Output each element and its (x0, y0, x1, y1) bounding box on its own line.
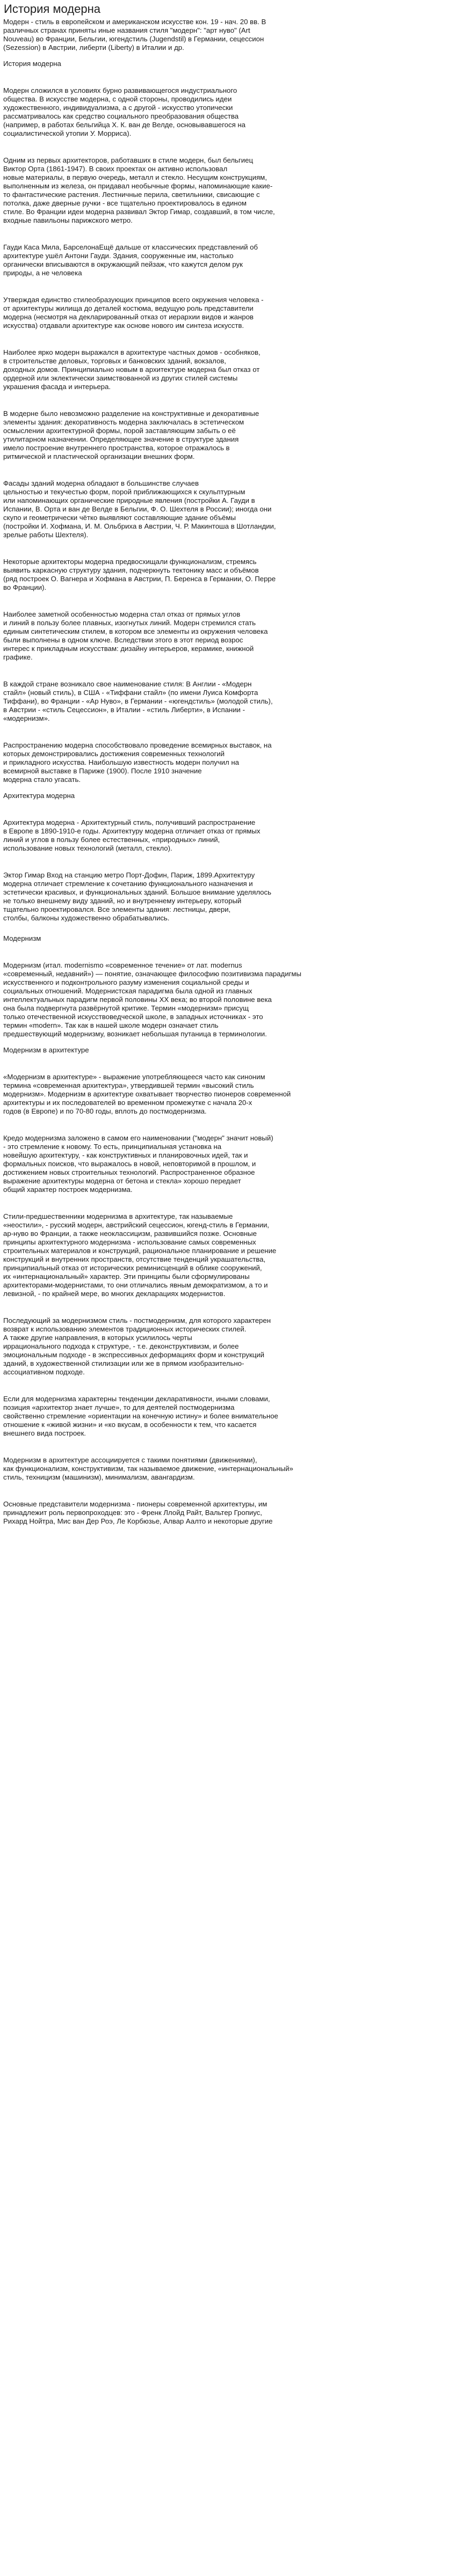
spacer (3, 1116, 452, 1134)
article-body (3, 18, 452, 1526)
spacer (3, 1055, 452, 1073)
spacer (3, 1482, 452, 1500)
spacer (3, 1438, 452, 1456)
paragraph: «Модернизм в архитектуре» - выражение употребляющееся часто как синоним термина «современная архитектура», утвердившей термин «высокий стиль модернизм». Модернизм в архитектуре охватывает творчество пионеров современной архитектуры и их последователей во временном промежутке с начала 20-х годов (в Европе) и по 70-80 годы, вплоть до постмодернизма. (3, 1073, 291, 1115)
spacer (3, 225, 452, 243)
spacer (3, 723, 452, 741)
spacer (3, 662, 452, 680)
spacer (3, 800, 452, 818)
paragraph: Если для модернизма характерны тенденции декларативности, иными словами, позиция «архитектор знает лучше», то для деятелей постмодернизма свойственно стремление «ориентации на конечную истину» и более внимательное отношение к «живой жизни» и «ко вкусам, в особенности к тем, что касается внешнего вида построек. (3, 1395, 278, 1437)
paragraph: Модерн - стиль в европейском и американском искусстве кон. 19 - нач. 20 вв. В различных странах приняты иные названия стиля "модерн": "арт нуво" (Art Nouveau) во Франции, Бельгии, югендстиль (Jugendstil) в Германии, сецессион (Sezession) в Австрии, либерти (Liberty) в Италии и др. (3, 18, 266, 52)
section-heading: История модерна (3, 60, 61, 68)
paragraph: Утверждая единство стилеобразующих принципов всего окружения человека - от архитектуры жилища до деталей костюма, ведущую роль представители модерна (несмотря на декларированный отказ от иерархии видов и жанров искусства) отдавали архитектуре как основе нового им синтеза искусств. (3, 296, 264, 330)
paragraph: Эктор Гимар Вход на станцию метро Порт-Дофин, Париж, 1899.Архитектуру модерна отличает стремление к сочетанию функционального назначения и эстетически красивых, и функциональных зданий. Большое внимание уделялось не только внешнему виду зданий, но и внутреннему интерьеру, который тщательно проектировался. Все элементы здания: лестницы, двери, столбы, балконы художественно обрабатывались. (3, 871, 271, 922)
spacer (3, 1377, 452, 1395)
article (0, 2, 455, 1526)
spacer (3, 461, 452, 479)
paragraph: Наиболее заметной особенностью модерна стал отказ от прямых углов и линий в пользу более плавных, изогнутых линий. Модерн стремился стать единым синтетическим стилем, в котором все элементы из окружения человека были выполнены в одном ключе. Вследствии этого в этот период возрос интерес к прикладным искусствам: дизайну интерьеров, керамике, книжной графике. (3, 610, 268, 661)
spacer (3, 943, 452, 961)
paragraph: Фасады зданий модерна обладают в большинстве случаев цельностью и текучестью форм, порой приближающихся к скульптурным или напоминающих органические природные явления (постройки А. Гауди в Испании, В. Орта и ван де Велде в Бельгии, Ф. О. Шехтеля в России); иногда они скупо и геометрически чётко выявляют составляющие здание объёмы (постройки И. Хофмана, И. М. Ольбриха в Австрии, Ч. Р. Макинтоша в Шотландии, зрелые работы Шехтеля). (3, 479, 276, 539)
page-title: История модерна (4, 2, 100, 16)
section-heading: Модернизм (3, 934, 41, 942)
spacer (3, 923, 452, 934)
spacer (3, 52, 452, 60)
spacer (3, 68, 452, 86)
paragraph: Гауди Каса Мила, БарселонаЕщё дальше от классических представлений об архитектуре ушёл Антони Гауди. Здания, сооруженные им, настолько органически вписываются в окружающий пейзаж, что кажутся делом рук природы, а не человека (3, 243, 258, 277)
spacer (3, 330, 452, 348)
paragraph: Архитектура модерна - Архитектурный стиль, получивший распространение в Европе в 1890-1910-е годы. Архитектуру модерна отличает отказ от прямых линий и углов в пользу более естественных, «природных» линий, использование новых технологий (металл, стекло). (3, 818, 261, 852)
paragraph: Кредо модернизма заложено в самом его наименовании ("модерн" значит новый) - это стремление к новому. То есть, принципиальная установка на новейшую архитектуру, - как конструктивных и планировочных идей, так и формальных поисков, что выражалось в новой, неповторимой в прошлом, и достижением новых строительных технологий. Распространенное образное выражение архитектуры модерна от бетона и стекла» хорошо передает общий характер построек модернизма. (3, 1134, 273, 1194)
spacer (3, 1038, 452, 1046)
spacer (3, 1298, 452, 1316)
paragraph: Одним из первых архитекторов, работавших в стиле модерн, был бельгиец Виктор Орта (1861-1947). В своих проектах он активно использовал новые материалы, в первую очередь, металл и стекло. Несущим конструкциям, выполненным из железа, он придавал необычные формы, напоминающие какие- то фантастические растения. Лестничные перила, светильники, свисающие с потолка, даже дверные ручки - все тщательно проектировалось в едином стиле. Во Франции идеи модерна развивал Эктор Гимар, создавший, в том числе, входные павильоны парижского метро. (3, 156, 275, 224)
paragraph: Последующий за модернизмом стиль - постмодернизм, для которого характерен возврат к использованию элементов традиционных исторических стилей. А также другие направления, в которых усилилось черты иррационального подхода к структуре, - т.е. деконструктивизм, и более эмоциональным подходе - в экспрессивных деформациях форм и конструкций зданий, в художественной стилизации или же в прямом изобразительно- ассоциативном подходе. (3, 1316, 271, 1376)
paragraph: Модерн сложился в условиях бурно развивающегося индустриального общества. В искусстве модерна, с одной стороны, проводились идеи художественного, индивидуализма, а с другой - искусство утопически рассматривалось как средство социального преобразования общества (например, в работах бельгийца Х. К. ван де Велде, основывавшегося на социалистической утопии У. Морриса). (3, 86, 246, 137)
paragraph: Стили-предшественники модернизма в архитектуре, так называемые «неостили», - русский модерн, австрийский сецессион, югенд-стиль в Германии, ар-нуво во Франции, а также неоклассицизм, развившийся позже. Основные принципы архитектурного модернизма - использование самых современных строительных материалов и конструкций, рациональное планирование и решение конструкций и внутренних пространств, отсутствие тенденций украшательства, принципиальный отказ от исторических реминисценций в облике сооружений, их «интернациональный» характер. Эти принципы были сформулированы архитекторами-модернистами, то они отличались явным демократизмом, а то и левизной, - по крайней мере, во многих декларациях модернистов. (3, 1212, 277, 1298)
section-heading: Архитектура модерна (3, 792, 75, 800)
paragraph: В каждой стране возникало свое наименование стиля: В Англии - «Модерн стайл» (новый стиль), в США - «Тиффани стайл» (по имени Луиса Комфорта Тиффани), во Франции - «Ар Нуво», в Германии - «югендстиль» (молодой стиль), в Австрии - «стиль Сецессион», в Италии - «стиль Либерти», в Испании - «модернизм». (3, 680, 273, 722)
paragraph: Распространению модерна способствовало проведение всемирных выставок, на которых демонстрировались достижения современных технологий и прикладного искусства. Наибольшую известность модерн получил на всемирной выставке в Париже (1900). После 1910 значение модерна стало угасать. (3, 741, 272, 784)
paragraph: Модернизм (итал. modernismo «современное течение» от лат. modernus «современный, недавний») — понятие, означающее философию позитивизма парадигмы искусственного и подконтрольного разуму изменения социальной среды и социальных отношений. Модернистская парадигма была одной из главных интеллектуальных парадигм первой половины XX века; во второй половине века она была подвергнута развёрнутой критике. Термин «модернизм» присущ только отечественной искусствоведческой школе, в западных источниках - это термин «modern». Так как в нашей школе модерн означает стиль предшествующий модернизму, возникает небольшая путаница в терминологии. (3, 961, 301, 1038)
section-heading: Модернизм в архитектуре (3, 1046, 89, 1054)
paragraph: Наиболее ярко модерн выражался в архитектуре частных домов - особняков, в строительстве деловых, торговых и банковских зданий, вокзалов, доходных домов. Принципиально новым в архитектуре модерна был отказ от ордерной или эклектически заимствованной из других стилей системы украшения фасада и интерьера. (3, 348, 261, 391)
spacer (3, 539, 452, 558)
spacer (3, 592, 452, 610)
paragraph: В модерне было невозможно разделение на конструктивные и декоративные элементы здания: декоративность модерна заключалась в эстетическом осмыслении архитектурной формы, порой заставляющим забыть о её утилитарном назначении. Определяющее значение в структуре здания имело построение внутреннего пространства, которое отражалось в ритмической и пластической организации внешних форм. (3, 409, 259, 460)
spacer (3, 391, 452, 409)
paragraph: Модернизм в архитектуре ассоциируется с такими понятиями (движениями), как функционализм, конструктивизм, так называемое движение, «интернациональный» стиль, техницизм (машинизм), минимализм, авангардизм. (3, 1456, 293, 1481)
spacer (3, 277, 452, 296)
paragraph: Основные представители модернизма - пионеры современной архитектуры, им принадлежит роль первопроходцев: это - Френк Ллойд Райт, Вальтер Гропиус, Рихард Нойтра, Мис ван Дер Роэ, Ле Корбюзье, Алвар Аалто и некоторые другие (3, 1500, 273, 1525)
spacer (3, 784, 452, 792)
spacer (3, 138, 452, 156)
spacer (3, 853, 452, 871)
paragraph: Некоторые архитекторы модерна предвосхищали функционализм, стремясь выявить каркасную структуру здания, подчеркнуть тектонику масс и объёмов (ряд построек О. Вагнера и Хофмана в Австрии, П. Беренса в Германии, О. Перре во Франции). (3, 558, 276, 591)
spacer (3, 1194, 452, 1212)
